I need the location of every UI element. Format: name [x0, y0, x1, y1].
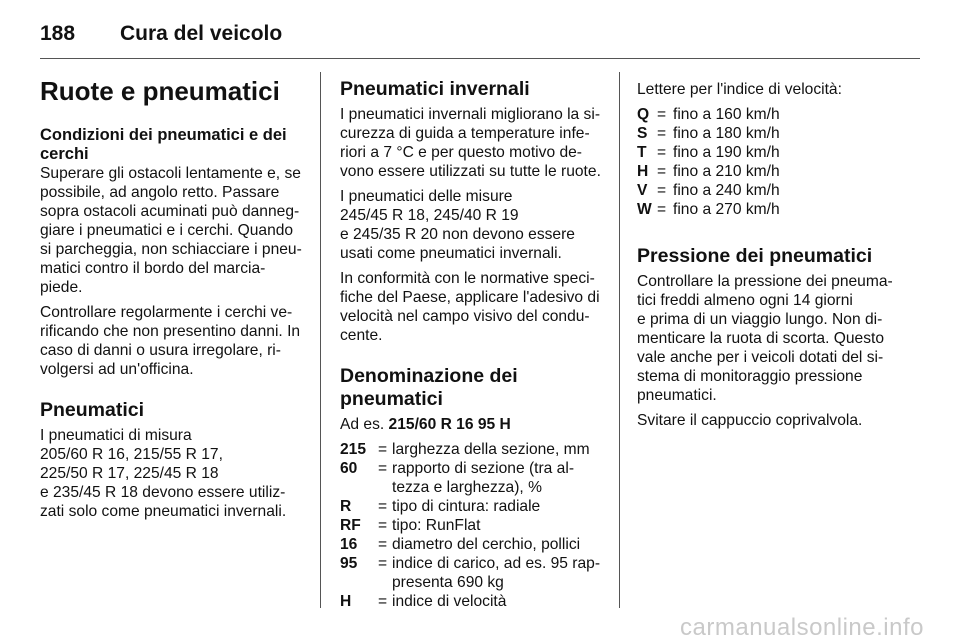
- conditions-paragraph-2: Controllare regolarmente i cerchi ve- rificando che non presentino danni. In caso di danni o usura irregolare, ri- volgersi ad un'officina.: [40, 304, 301, 378]
- designation-row: [340, 516, 608, 535]
- column-3: [637, 72, 905, 436]
- equals-sign: =: [378, 517, 388, 534]
- speed-value: fino a 240 km/h: [673, 182, 780, 199]
- designation-value: larghezza della sezione, mm: [392, 441, 590, 458]
- speed-value: fino a 270 km/h: [673, 201, 780, 218]
- speed-index-intro: Lettere per l'indice di velocità:: [637, 81, 842, 98]
- equals-sign: =: [657, 125, 667, 142]
- pressure-paragraph-1: Controllare la pressione dei pneuma- tici freddi almeno ogni 14 giorni e prima di un viaggio lungo. Non di- menticare la ruota di scorta. Questo vale anche per i veicoli dotati del si- stema di monitoraggio pressione pneumatici.: [637, 273, 893, 404]
- speed-key: H: [637, 163, 649, 180]
- speed-key: V: [637, 182, 648, 199]
- equals-sign: =: [657, 144, 667, 161]
- designation-value: indice di velocità: [392, 593, 507, 610]
- speed-key: W: [637, 201, 652, 218]
- designation-value: indice di carico, ad es. 95 rap- presenta 690 kg: [392, 555, 601, 591]
- designation-row: [340, 592, 608, 611]
- designation-key: RF: [340, 517, 361, 534]
- example-line: [340, 415, 608, 434]
- equals-sign: =: [657, 201, 667, 218]
- speed-row: [637, 143, 905, 162]
- page-number: 188: [40, 22, 76, 45]
- header-rule: [40, 58, 920, 59]
- speed-row: [637, 162, 905, 181]
- column-2: [340, 72, 608, 611]
- example-prefix: Ad es.: [340, 416, 389, 433]
- designation-key: 95: [340, 555, 358, 572]
- winter-paragraph-1: I pneumatici invernali migliorano la si- curezza di guida a temperature infe- riori a 7 °C e per questo motivo de- vono essere utilizzati su tutte le ruote.: [340, 106, 601, 180]
- column-1: [40, 72, 308, 527]
- column-divider-2: [619, 72, 620, 608]
- speed-key: S: [637, 125, 648, 142]
- equals-sign: =: [657, 182, 667, 199]
- speed-row: [637, 181, 905, 200]
- equals-sign: =: [378, 441, 388, 458]
- speed-value: fino a 190 km/h: [673, 144, 780, 161]
- column-divider-1: [320, 72, 321, 608]
- designation-heading: Denominazione dei pneumatici: [340, 365, 518, 410]
- conditions-paragraph-1: Superare gli ostacoli lentamente e, se possibile, ad angolo retto. Passare sopra ostacoli acuminati può danneg- giare i pneumatici e i cerchi. Quando si parcheggia, non schiacciare i pneu- matici contro il bordo del marcia- piede.: [40, 165, 302, 296]
- designation-key: H: [340, 593, 352, 610]
- equals-sign: =: [378, 555, 388, 572]
- equals-sign: =: [657, 106, 667, 123]
- section-title: Ruote e pneumatici: [40, 76, 280, 106]
- designation-value: diametro del cerchio, pollici: [392, 536, 581, 553]
- page-header: [40, 16, 920, 56]
- equals-sign: =: [657, 163, 667, 180]
- tyres-paragraph: I pneumatici di misura 205/60 R 16, 215/55 R 17, 225/50 R 17, 225/45 R 18 e 235/45 R 18 devono essere utiliz- zati solo come pneumatici invernali.: [40, 427, 287, 520]
- designation-row: [340, 535, 608, 554]
- designation-value: tipo: RunFlat: [392, 517, 481, 534]
- equals-sign: =: [378, 593, 388, 610]
- tyres-heading: Pneumatici: [40, 399, 145, 421]
- chapter-title: Cura del veicolo: [120, 22, 283, 45]
- designation-value: rapporto di sezione (tra al- tezza e larghezza), %: [392, 460, 575, 496]
- pressure-heading: Pressione dei pneumatici: [637, 245, 873, 267]
- speed-value: fino a 160 km/h: [673, 106, 780, 123]
- speed-row: [637, 200, 905, 219]
- designation-key: 16: [340, 536, 358, 553]
- winter-paragraph-3: In conformità con le normative speci- fiche del Paese, applicare l'adesivo di velocità nel campo visivo del condu- cente.: [340, 270, 600, 344]
- speed-index-list: [637, 105, 905, 219]
- conditions-heading: Condizioni dei pneumatici e dei cerchi: [40, 126, 287, 163]
- designation-row: [340, 554, 608, 592]
- designation-list: [340, 440, 608, 611]
- watermark: carmanualsonline.info: [680, 614, 924, 641]
- designation-key: 215: [340, 441, 367, 458]
- designation-key: 60: [340, 460, 358, 477]
- winter-tyres-heading: Pneumatici invernali: [340, 78, 530, 100]
- example-code: 215/60 R 16 95 H: [388, 416, 511, 433]
- speed-row: [637, 105, 905, 124]
- designation-key: R: [340, 498, 352, 515]
- speed-value: fino a 180 km/h: [673, 125, 780, 142]
- winter-paragraph-2: I pneumatici delle misure 245/45 R 18, 245/40 R 19 e 245/35 R 20 non devono essere usati come pneumatici invernali.: [340, 188, 575, 262]
- designation-row: [340, 459, 608, 497]
- designation-row: [340, 440, 608, 459]
- designation-value: tipo di cintura: radiale: [392, 498, 541, 515]
- pressure-paragraph-2: Svitare il cappuccio coprivalvola.: [637, 412, 863, 429]
- speed-key: Q: [637, 106, 650, 123]
- equals-sign: =: [378, 460, 388, 477]
- designation-row: [340, 497, 608, 516]
- speed-row: [637, 124, 905, 143]
- equals-sign: =: [378, 498, 388, 515]
- speed-key: T: [637, 144, 647, 161]
- equals-sign: =: [378, 536, 388, 553]
- speed-value: fino a 210 km/h: [673, 163, 780, 180]
